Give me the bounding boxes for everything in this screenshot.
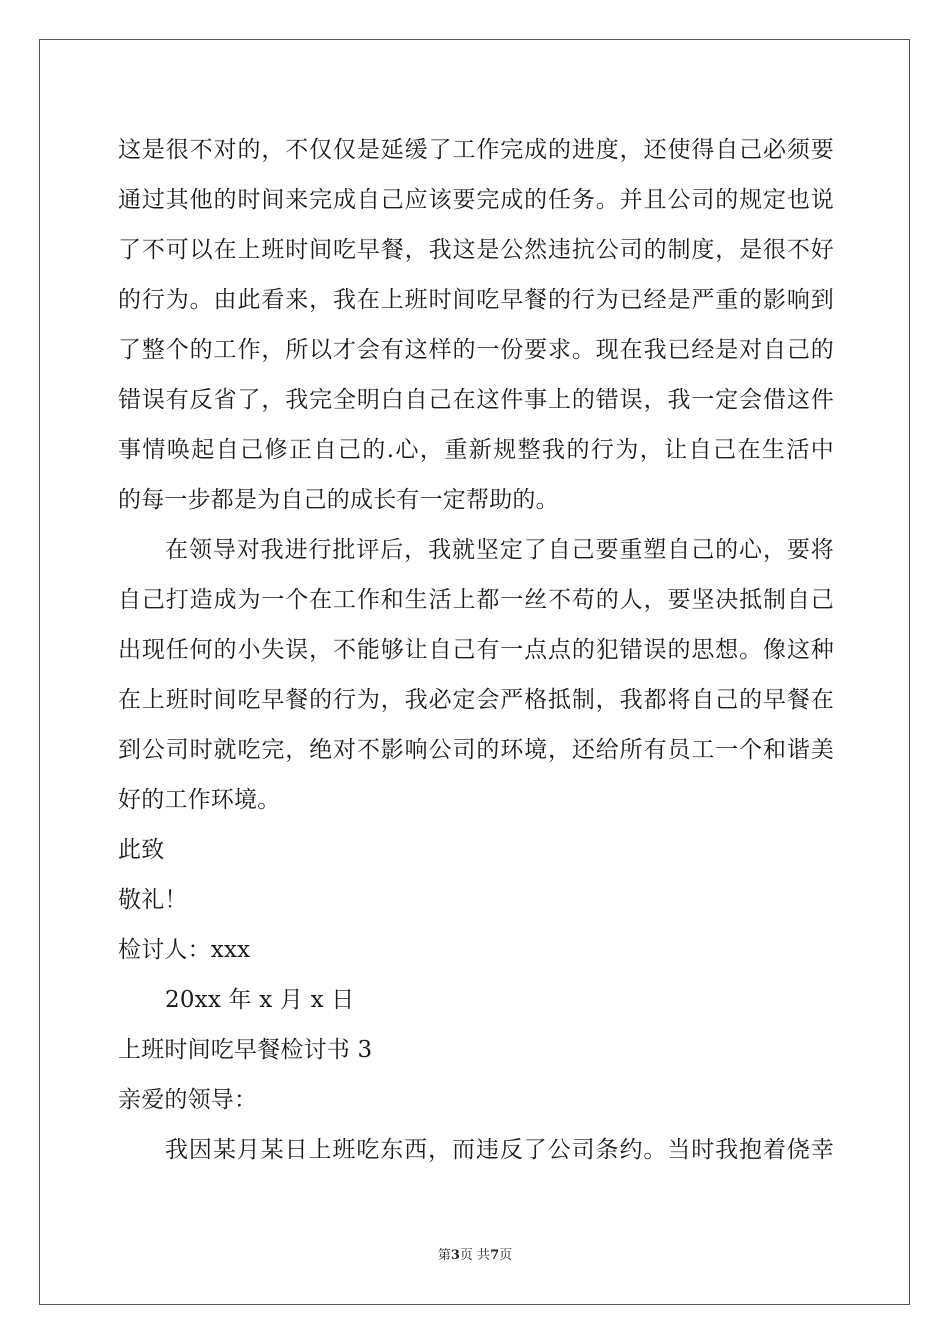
closing-regards: 敬礼！ — [118, 887, 188, 913]
signer-line: 检讨人：xxx — [118, 937, 251, 963]
date-line: 20xx 年 x 月 x 日 — [165, 987, 355, 1013]
footer-suffix: 页 — [499, 1248, 513, 1263]
footer-current-page: 3 — [450, 1248, 460, 1263]
body-text-line: 到公司时就吃完，绝对不影响公司的环境，还给所有员工一个和谐美 — [118, 737, 834, 763]
body-text-line: 通过其他的时间来完成自己应该要完成的任务。并且公司的规定也说 — [118, 187, 834, 213]
footer-total-pages: 7 — [490, 1248, 500, 1263]
page-border — [39, 39, 910, 1305]
body-text-line: 了整个的工作，所以才会有这样的一份要求。现在我已经是对自己的 — [118, 337, 834, 363]
body-text-line: 的行为。由此看来，我在上班时间吃早餐的行为已经是严重的影响到 — [118, 287, 834, 313]
body-text-line: 自己打造成为一个在工作和生活上都一丝不苟的人，要坚决抵制自己 — [118, 587, 834, 613]
section-title: 上班时间吃早餐检讨书 3 — [118, 1037, 373, 1063]
body-text-line: 在领导对我进行批评后，我就坚定了自己要重塑自己的心，要将 — [165, 537, 834, 563]
page-number-footer — [0, 1248, 950, 1264]
body-text-line: 事情唤起自己修正自己的.心，重新规整我的行为，让自己在生活中 — [118, 437, 834, 463]
footer-mid: 页 共 — [459, 1248, 491, 1263]
body-text-line: 在上班时间吃早餐的行为，我必定会严格抵制，我都将自己的早餐在 — [118, 687, 834, 713]
footer-prefix: 第 — [437, 1248, 451, 1263]
body-text-line: 的每一步都是为自己的成长有一定帮助的。 — [118, 487, 559, 513]
body-text-line: 了不可以在上班时间吃早餐，我这是公然违抗公司的制度，是很不好 — [118, 237, 834, 263]
body-text-line: 这是很不对的，不仅仅是延缓了工作完成的进度，还使得自己必须要 — [118, 137, 834, 163]
body-text-line: 出现任何的小失误，不能够让自己有一点点的犯错误的思想。像这种 — [118, 637, 834, 663]
body-text-line: 好的工作环境。 — [118, 787, 281, 813]
body-text-line: 我因某月某日上班吃东西，而违反了公司条约。当时我抱着侥幸 — [165, 1137, 834, 1163]
closing-salutation: 此致 — [118, 837, 165, 863]
letter-salutation: 亲爱的领导： — [118, 1087, 258, 1113]
body-text-line: 错误有反省了，我完全明白自己在这件事上的错误，我一定会借这件 — [118, 387, 834, 413]
